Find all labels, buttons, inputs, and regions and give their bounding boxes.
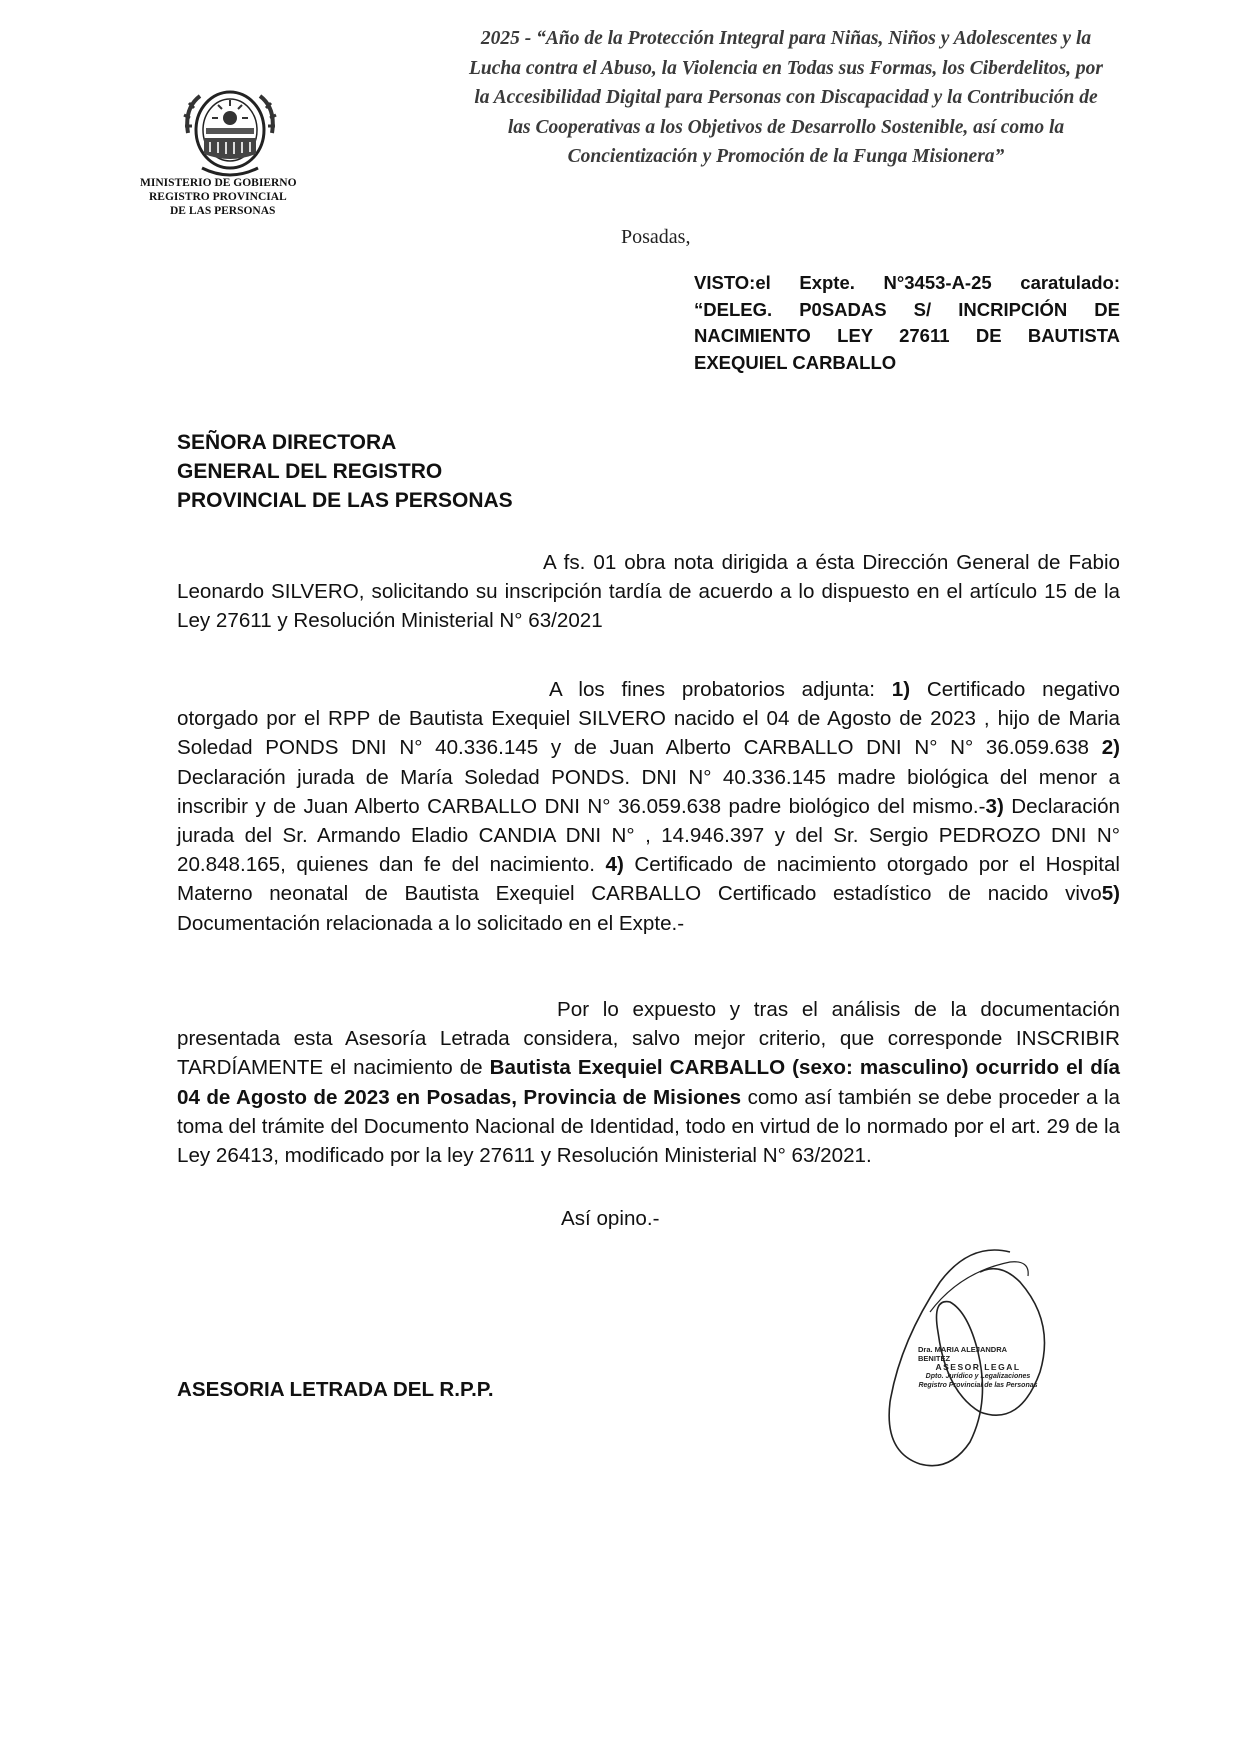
birth-details: Bautista Exequiel CARBALLO (sexo: masculino) ocurrido el día 04 de Agosto de 2023 en Posadas, Provincia de Misiones — [177, 1056, 1121, 1109]
stamp-registry: Registro Provincial de las Personas — [918, 1382, 1038, 1389]
motto-line: 2025 - “Año de la Protección Integral para Niñas, Niños y Adolescentes y la — [480, 28, 1092, 49]
stamp-name: Dra. MARIA ALEJANDRA BENITEZ — [918, 1345, 1007, 1363]
paragraph-2 — [177, 675, 1120, 938]
item-number: 4) — [605, 853, 624, 877]
signature-stamp — [918, 1345, 1038, 1390]
signature-block: ASESORIA LETRADA DEL R.P.P. — [177, 1378, 494, 1401]
motto-line: la Accesibilidad Digital para Personas con Discapacidad y la Contribución de — [474, 87, 1098, 108]
visto-block — [694, 270, 1120, 376]
paragraph-2-intro: A los fines probatorios adjunta: — [549, 678, 892, 701]
ministry-header — [140, 176, 340, 218]
item-text: Certificado negativo otorgado por el RPP de Bautista Exequiel SILVERO nacido el 04 de Agosto de 2023 , hijo de Maria Soledad PONDS DNI N° 40.336.145 y de Juan Alberto CARBALLO DNI N° N° 36.059.638 — [177, 678, 1120, 760]
item-text: Declaración jurada de María Soledad PONDS. DNI N° 40.336.145 madre biológica del menor a inscribir y de Juan Alberto CARBALLO DNI N° 36.059.638 padre biológico del mismo.- — [177, 765, 1120, 818]
year-motto — [430, 24, 1142, 172]
visto-line: EXEQUIEL CARBALLO — [694, 351, 897, 373]
stamp-title: ASESOR LEGAL — [935, 1362, 1021, 1372]
paragraph-3 — [177, 995, 1120, 1170]
registry-line: REGISTRO PROVINCIAL — [149, 191, 287, 203]
paragraph-1 — [177, 548, 1120, 636]
addressee-line: SEÑORA DIRECTORA — [177, 431, 397, 454]
item-number: 3) — [985, 794, 1004, 818]
paragraph-1-text: A fs. 01 obra nota dirigida a ésta Dirección General de Fabio Leonardo SILVERO, solicitando su inscripción tardía de acuerdo a lo dispuesto en el artículo 15 de la Ley 27611 y Resolución Ministerial N° 63/2021 — [177, 551, 1120, 633]
motto-line: Concientización y Promoción de la Funga Misionera” — [567, 146, 1005, 167]
closing-phrase: Así opino.- — [561, 1207, 660, 1230]
city-date: Posadas, — [621, 226, 691, 248]
item-text: Declaración jurada del Sr. Armando Eladio CANDIA DNI N° , 14.946.397 y del Sr. Sergio PEDROZO DNI N° 20.848.165, quienes dan fe del nacimiento. — [177, 794, 1120, 877]
motto-line: Lucha contra el Abuso, la Violencia en Todas sus Formas, los Ciberdelitos, por — [468, 57, 1104, 79]
addressee-line: GENERAL DEL REGISTRO — [177, 460, 443, 483]
visto-line: NACIMIENTO LEY 27611 DE BAUTISTA — [694, 325, 1120, 346]
provincial-seal-icon — [180, 78, 280, 178]
ministry-line: MINISTERIO DE GOBIERNO — [140, 177, 297, 189]
addressee — [177, 428, 777, 515]
item-number: 1) — [891, 678, 911, 701]
paragraph-3-intro: Por lo expuesto y tras el análisis de la documentación presentada esta Asesoría Letrada considera, salvo mejor criterio, que corresponde INSCRIBIR TARDÍAMENTE el nacimiento de — [177, 998, 1120, 1080]
addressee-line: PROVINCIAL DE LAS PERSONAS — [177, 489, 513, 512]
item-number: 2) — [1101, 736, 1120, 760]
item-number: 5) — [1101, 882, 1120, 906]
motto-line: las Cooperativas a los Objetivos de Desarrollo Sostenible, así como la — [507, 116, 1065, 138]
item-text: Documentación relacionada a lo solicitado en el Expte.- — [177, 911, 685, 935]
paragraph-3-rest: como así también se debe proceder a la toma del trámite del Documento Nacional de Identidad, todo en virtud de lo normado por el art. 29 de la Ley 26413, modificado por la ley 27611 y Resolución Ministerial N° 63/2021. — [177, 1085, 1120, 1168]
stamp-department: Dpto. Jurídico y Legalizaciones — [925, 1373, 1031, 1380]
visto-line: VISTO:el Expte. N°3453-A-25 caratulado: — [694, 272, 1120, 293]
registry-line-2: DE LAS PERSONAS — [170, 205, 276, 217]
item-text: Certificado de nacimiento otorgado por el Hospital Materno neonatal de Bautista Exequiel CARBALLO Certificado estadístico de nacido vivo — [177, 853, 1120, 906]
visto-line: “DELEG. P0SADAS S/ INCRIPCIÓN DE — [694, 298, 1120, 320]
